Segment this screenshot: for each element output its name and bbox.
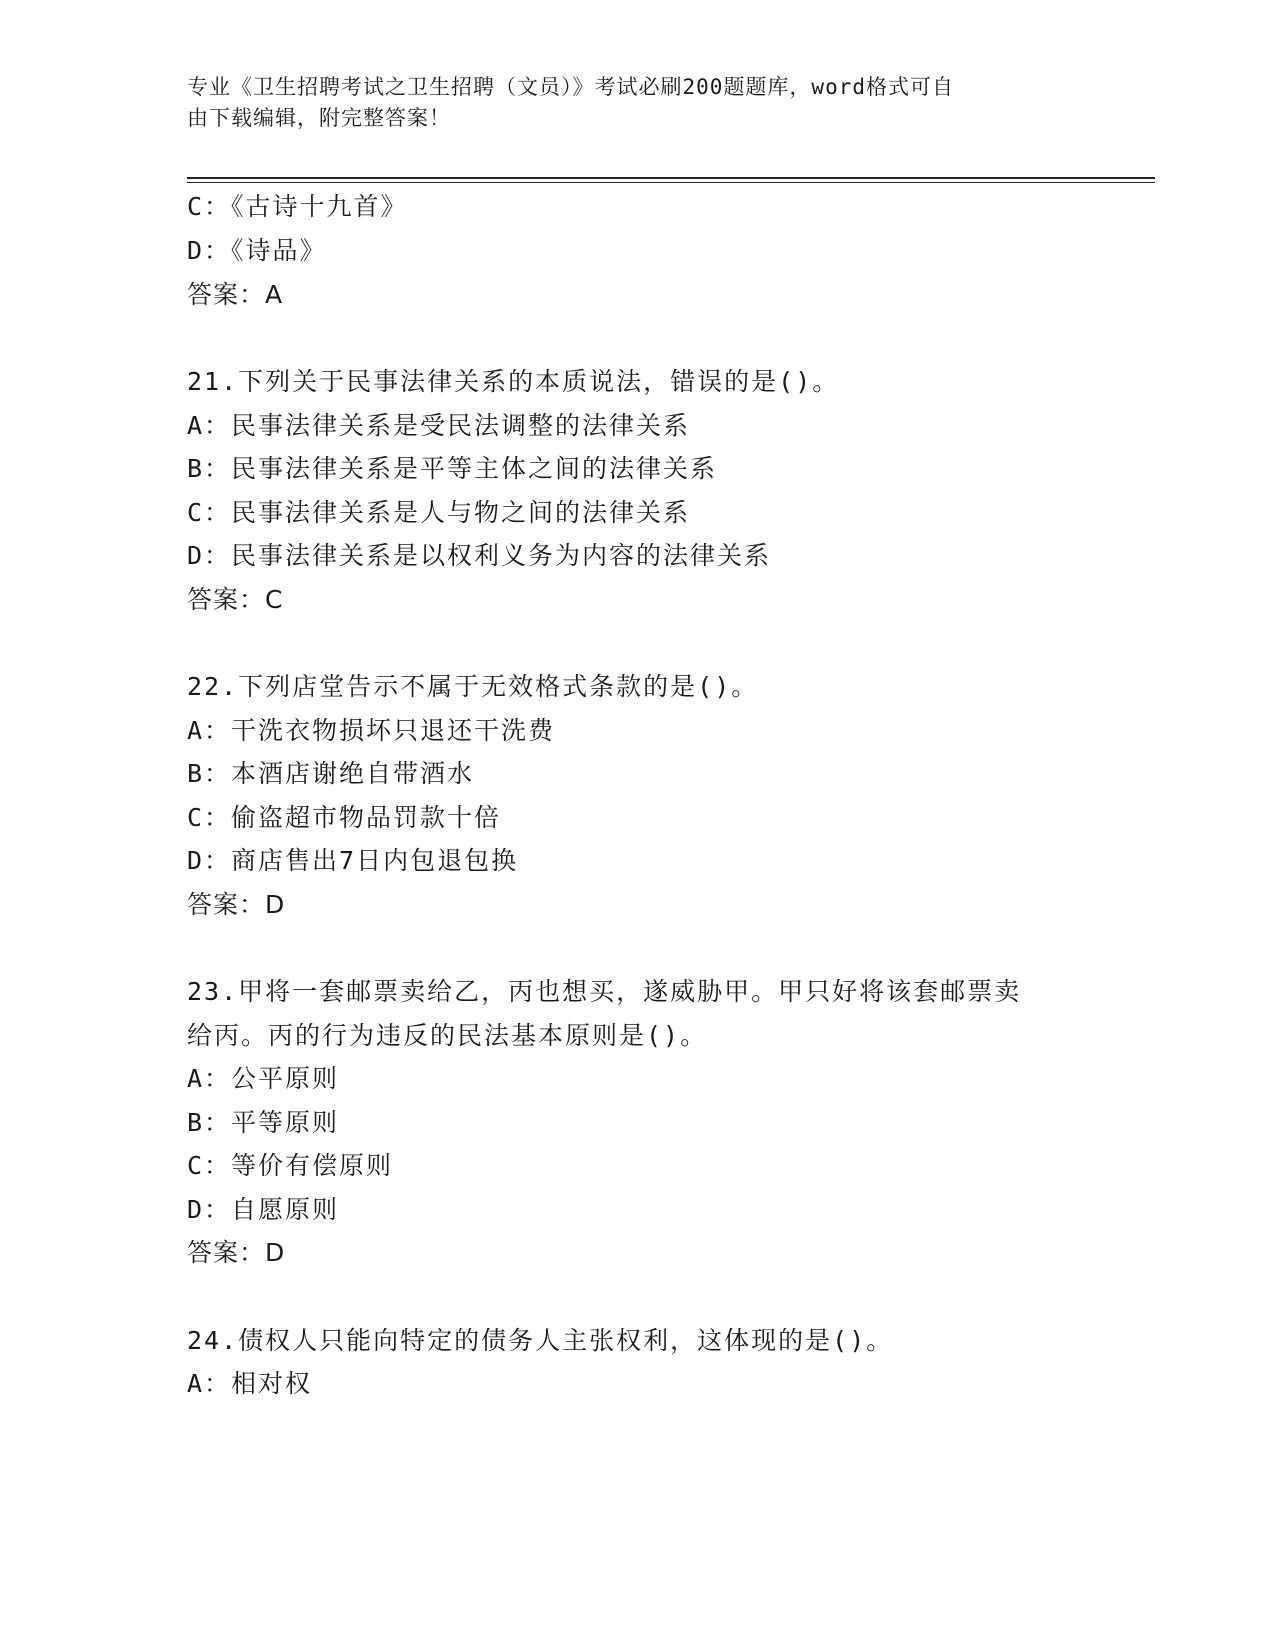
- q23-answer: 答案：D: [187, 1238, 286, 1267]
- header-line-1: 专业《卫生招聘考试之卫生招聘（文员）》考试必刷200题题库，word格式可自: [187, 75, 954, 99]
- prev-question-answer: 答案：A: [187, 280, 284, 309]
- header-divider-thick: [187, 177, 1155, 179]
- q22-option-d: D：商店售出7日内包退包换: [187, 846, 519, 875]
- header-divider-thin: [187, 182, 1155, 183]
- q22-option-a: A：干洗衣物损坏只退还干洗费: [187, 716, 556, 745]
- q22-option-b: B：本酒店谢绝自带酒水: [187, 759, 475, 788]
- q22-answer: 答案：D: [187, 890, 286, 919]
- document-header: [187, 72, 1067, 134]
- q21-option-d: D：民事法律关系是以权利义务为内容的法律关系: [187, 541, 772, 570]
- q21-option-c: C：民事法律关系是人与物之间的法律关系: [187, 498, 691, 527]
- q23-option-b: B：平等原则: [187, 1108, 340, 1137]
- q23-option-a: A：公平原则: [187, 1064, 340, 1093]
- q22-option-c: C：偷盗超市物品罚款十倍: [187, 803, 502, 832]
- q21-stem: 21.下列关于民事法律关系的本质说法，错误的是()。: [187, 367, 840, 396]
- q24-option-a: A：相对权: [187, 1369, 313, 1398]
- q24-stem: 24.债权人只能向特定的债务人主张权利，这体现的是()。: [187, 1326, 894, 1355]
- prev-question-option-d: D：《诗品》: [187, 236, 327, 265]
- q23-option-c: C：等价有偿原则: [187, 1151, 394, 1180]
- q21-option-b: B：民事法律关系是平等主体之间的法律关系: [187, 454, 718, 483]
- header-line-2: 由下载编辑，附完整答案！: [187, 106, 451, 130]
- q21-option-a: A：民事法律关系是受民法调整的法律关系: [187, 411, 691, 440]
- q21-answer: 答案：C: [187, 585, 284, 614]
- q22-stem: 22.下列店堂告示不属于无效格式条款的是()。: [187, 672, 759, 701]
- prev-question-option-c: C：《古诗十九首》: [187, 192, 408, 221]
- q23-stem-line-2: 给丙。丙的行为违反的民法基本原则是()。: [187, 1021, 708, 1050]
- q23-stem-line-1: 23.甲将一套邮票卖给乙，丙也想买，遂威胁甲。甲只好将该套邮票卖: [187, 977, 1022, 1006]
- q23-option-d: D：自愿原则: [187, 1195, 340, 1224]
